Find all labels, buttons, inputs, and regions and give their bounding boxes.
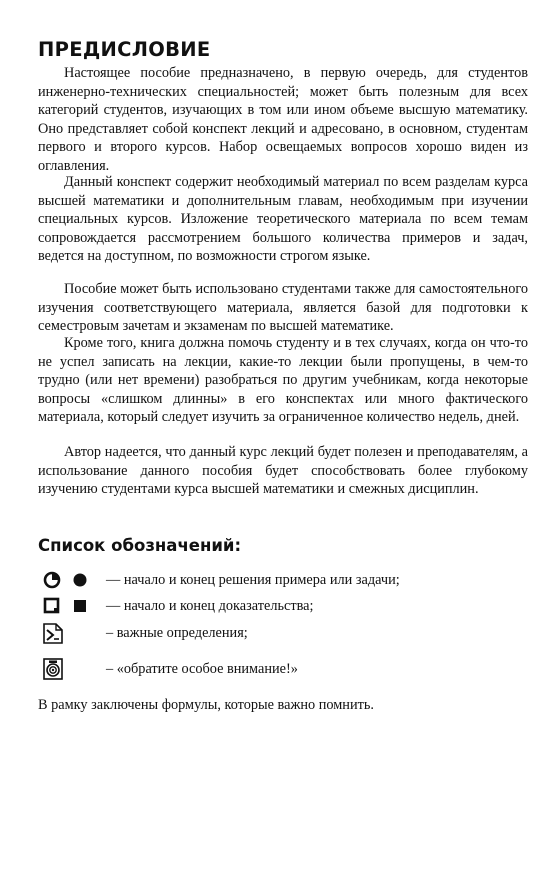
notation-item-proof	[40, 595, 313, 617]
formula-frame-note: В рамку заключены формулы, которые важно помнить.	[38, 697, 374, 713]
notation-text-attention: – «обратите особое внимание!»	[106, 660, 298, 677]
paragraph-3: Пособие может быть использовано студентами также для самостоятельного изучения соответствующего материала, является базой для подготовки к семестровым зачетам и экзаменам по высшей математике.	[38, 281, 528, 335]
square-open-icon	[42, 596, 62, 616]
attention-icon	[42, 657, 64, 681]
notation-text-solution: — начало и конец решения примера или задачи;	[106, 571, 400, 588]
notation-text-definition: – важные определения;	[106, 624, 248, 641]
notation-heading: Список обозначений:	[38, 536, 242, 555]
paragraph-4: Кроме того, книга должна помочь студенту и в тех случаях, когда он что-то не успел записать на лекции, какие-то лекции были пропущены, в чем-то трудно (или нет времени) разобраться по другим учебникам, когда некоторые вопросы «слишком длинны» в его конспектах или много фактического материала, который следует изучить за ограниченное количество недель, дней.	[38, 335, 528, 426]
square-filled-icon	[70, 596, 90, 616]
paragraph-1: Настоящее пособие предназначено, в первую очередь, для студентов инженерно-технических специальностей; может быть полезным для всех категорий студентов, изучающих в том или ином объеме высшую математику. Оно представляет собой конспект лекций и адресовано, в основном, студентам первого и второго курсов. Набор освещаемых вопросов хорошо виден из оглавления.	[38, 65, 528, 174]
paragraph-2: Данный конспект содержит необходимый материал по всем разделам курса высшей математики и дополнительным главам, необходимым при изучении специальных курсов. Изложение теоретического материала по всем темам сопровождается рассмотрением большого количества примеров и задач, ведется на доступном, по возможности строгом языке.	[38, 174, 528, 265]
notation-text-proof: — начало и конец доказательства;	[106, 597, 314, 614]
page-title: ПРЕДИСЛОВИЕ	[38, 38, 211, 61]
paragraph-5: Автор надеется, что данный курс лекций будет полезен и преподавателям, а использование данного пособия будет способствовать более глубокому изучению студентами курса высшей математики и смежных дисциплин.	[38, 444, 528, 498]
circle-open-icon	[42, 570, 62, 590]
notation-item-definition	[40, 622, 248, 644]
definition-icon	[42, 621, 64, 645]
circle-filled-icon	[70, 570, 90, 590]
notation-item-attention	[40, 658, 298, 680]
notation-item-solution	[40, 569, 400, 591]
